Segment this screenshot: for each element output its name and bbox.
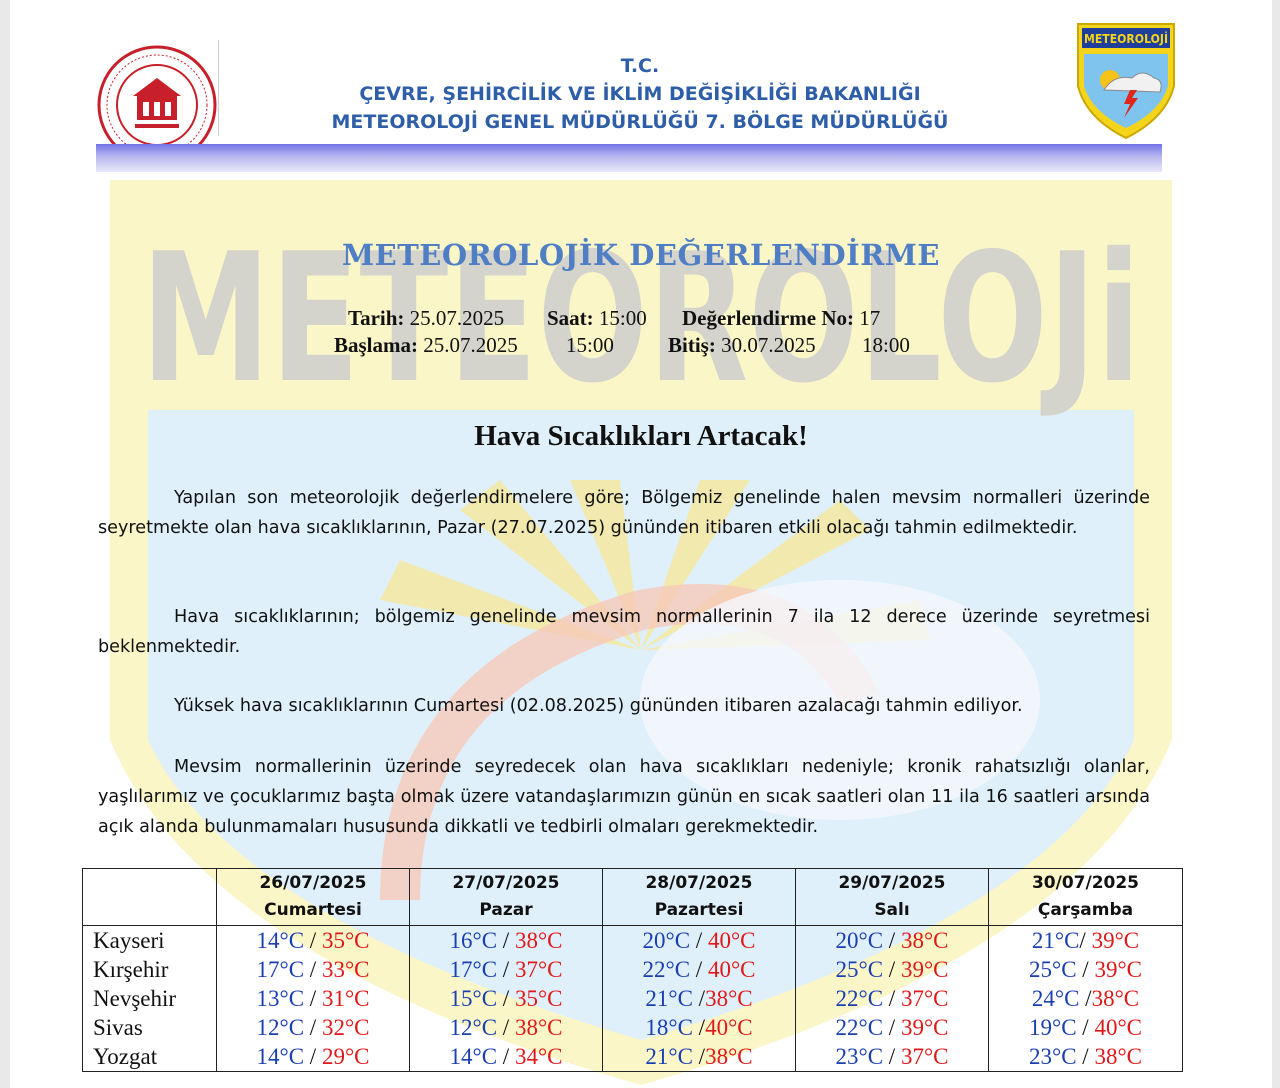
high-temp: 39°C <box>1094 957 1142 982</box>
no-value: 17 <box>859 306 881 330</box>
high-temp: 37°C <box>900 986 949 1011</box>
city-name: Kırşehir <box>83 955 217 984</box>
temperature-cell <box>410 1013 603 1042</box>
day-date: 27/07/2025 <box>452 873 560 893</box>
high-temp: 35°C <box>514 986 563 1011</box>
meta-bitis-time <box>862 333 910 358</box>
paragraph-text: Yapılan son meteorolojik değerlendirmelere göre; Bölgemiz genelinde halen mevsim normalleri üzerinde seyretmekte olan hava sıcaklıklarının, Pazar (27.07.2025) gününden itibaren etkili olacağı tahmin edilmektedir. <box>98 488 1150 538</box>
day-header <box>410 869 603 926</box>
day-name: Çarşamba <box>1037 900 1134 920</box>
day-name: Salı <box>874 900 910 920</box>
day-date: 26/07/2025 <box>259 873 367 893</box>
temp-separator: / <box>497 986 515 1011</box>
temperature-cell <box>796 926 989 956</box>
city-name: Nevşehir <box>83 984 217 1013</box>
high-temp: 38°C <box>514 1015 563 1040</box>
temp-separator: / <box>304 957 322 982</box>
header-directorate: METEOROLOJİ GENEL MÜDÜRLÜĞÜ 7. BÖLGE MÜDÜRLÜĞÜ <box>331 111 949 133</box>
low-temp: 21°C <box>645 1044 693 1069</box>
meta-line-1 <box>348 306 504 331</box>
temperature-cell <box>217 1013 410 1042</box>
low-temp: 22°C <box>835 1015 884 1040</box>
temperature-cell <box>603 926 796 956</box>
header-ministry: ÇEVRE, ŞEHİRCİLİK VE İKLİM DEĞİŞİKLİĞİ BAKANLIĞI <box>359 83 921 105</box>
temperature-cell <box>989 1042 1183 1072</box>
low-temp: 25°C <box>835 957 884 982</box>
low-temp: 13°C <box>256 986 305 1011</box>
temp-separator: / <box>1076 1015 1095 1040</box>
low-temp: 17°C <box>256 957 305 982</box>
high-temp: 31°C <box>321 986 370 1011</box>
table-corner-cell <box>83 869 217 926</box>
meta-bitis <box>668 333 816 358</box>
logo-separator <box>218 40 219 136</box>
high-temp: 37°C <box>900 1044 949 1069</box>
watermark-text: METEOROLOJi <box>141 215 1141 422</box>
no-label: Değerlendirme No: <box>682 306 855 330</box>
low-temp: 14°C <box>256 928 305 953</box>
table-row <box>83 1042 1183 1072</box>
low-temp: 24°C <box>1031 986 1080 1011</box>
high-temp: 29°C <box>321 1044 370 1069</box>
temperature-cell <box>989 984 1183 1013</box>
high-temp: 38°C <box>1091 986 1140 1011</box>
day-name: Cumartesi <box>264 900 362 920</box>
low-temp: 20°C <box>642 928 691 953</box>
temperature-cell <box>796 955 989 984</box>
low-temp: 16°C <box>449 928 498 953</box>
low-temp: 14°C <box>256 1044 305 1069</box>
document-page <box>10 0 1272 1088</box>
high-temp: 40°C <box>705 1015 753 1040</box>
low-temp: 12°C <box>449 1015 498 1040</box>
temperature-cell <box>217 1042 410 1072</box>
temperature-cell <box>410 955 603 984</box>
temp-separator: / <box>1079 986 1092 1011</box>
low-temp: 19°C <box>1029 1015 1077 1040</box>
temp-separator: / <box>692 1044 706 1069</box>
high-temp: 38°C <box>705 1044 753 1069</box>
temp-separator: / <box>883 1015 901 1040</box>
day-date: 29/07/2025 <box>838 873 946 893</box>
baslama-time: 15:00 <box>566 333 614 357</box>
day-name: Pazartesi <box>654 900 744 920</box>
temp-separator: / <box>497 957 515 982</box>
temp-separator: / <box>692 986 706 1011</box>
low-temp: 12°C <box>256 1015 305 1040</box>
low-temp: 20°C <box>835 928 884 953</box>
temperature-cell <box>603 1013 796 1042</box>
temp-separator: / <box>497 928 515 953</box>
header-divider-band <box>96 144 1162 172</box>
table-row <box>83 955 1183 984</box>
paragraph-3 <box>98 691 1150 721</box>
low-temp: 18°C <box>645 1015 693 1040</box>
temp-separator: / <box>692 1015 706 1040</box>
paragraph-text: Hava sıcaklıklarının; bölgemiz genelinde mevsim normallerinin 7 ila 12 derece üzerinde seyretmesi beklenmektedir. <box>98 607 1150 657</box>
low-temp: 23°C <box>1029 1044 1077 1069</box>
high-temp: 38°C <box>900 928 949 953</box>
tarih-value: 25.07.2025 <box>409 306 505 330</box>
day-name: Pazar <box>479 900 533 920</box>
saat-value: 15:00 <box>598 306 647 330</box>
table-row <box>83 1013 1183 1042</box>
high-temp: 33°C <box>321 957 370 982</box>
table-row <box>83 984 1183 1013</box>
temp-separator: / <box>690 957 708 982</box>
temperature-cell <box>989 955 1183 984</box>
day-header <box>603 869 796 926</box>
temp-separator: / <box>304 986 322 1011</box>
temp-separator: / <box>304 1015 322 1040</box>
temp-separator: / <box>1079 928 1092 953</box>
temperature-cell <box>989 926 1183 956</box>
high-temp: 35°C <box>321 928 370 953</box>
temperature-cell <box>989 1013 1183 1042</box>
temp-separator: / <box>497 1044 515 1069</box>
temperature-cell <box>603 955 796 984</box>
low-temp: 23°C <box>835 1044 884 1069</box>
temp-separator: / <box>497 1015 515 1040</box>
temp-separator: / <box>883 986 901 1011</box>
city-name: Kayseri <box>83 926 217 956</box>
meta-baslama <box>334 333 518 358</box>
city-name: Yozgat <box>83 1042 217 1072</box>
day-header <box>217 869 410 926</box>
paragraph-1 <box>98 483 1150 543</box>
day-date: 30/07/2025 <box>1031 873 1140 893</box>
low-temp: 25°C <box>1029 957 1077 982</box>
high-temp: 34°C <box>514 1044 563 1069</box>
paragraph-text: Yüksek hava sıcaklıklarının Cumartesi (02.08.2025) gününden itibaren azalacağı tahmin ediliyor. <box>174 696 1023 716</box>
high-temp: 40°C <box>707 928 756 953</box>
paragraph-text: Mevsim normallerinin üzerinde seyredecek olan hava sıcaklıkları nedeniyle; kronik rahatsızlığı olanlar, yaşlılarımız ve çocuklarımız başta olmak üzere vatandaşlarımızın günün en sıcak saatleri olan 11 ila 16 saatleri arsında açık alanda bulunmamaları hususunda dikkatli ve tedbirli olmaları gerekmektedir. <box>98 757 1150 837</box>
bitis-label: Bitiş: <box>668 333 716 357</box>
saat-label: Saat: <box>547 306 594 330</box>
day-date: 28/07/2025 <box>645 873 753 893</box>
paragraph-2 <box>98 602 1150 662</box>
header-tc: T.C. <box>620 55 660 77</box>
low-temp: 14°C <box>449 1044 498 1069</box>
bitis-time: 18:00 <box>862 333 910 357</box>
tarih-label: Tarih: <box>348 306 405 330</box>
temp-separator: / <box>690 928 708 953</box>
low-temp: 21°C <box>645 986 693 1011</box>
high-temp: 39°C <box>1091 928 1140 953</box>
temperature-table <box>82 868 1183 1072</box>
temperature-cell <box>796 1042 989 1072</box>
day-header <box>989 869 1183 926</box>
low-temp: 17°C <box>449 957 498 982</box>
temperature-cell <box>410 984 603 1013</box>
temperature-cell <box>796 984 989 1013</box>
table-row <box>83 926 1183 956</box>
temperature-cell <box>217 984 410 1013</box>
temperature-cell <box>217 955 410 984</box>
temp-separator: / <box>304 1044 322 1069</box>
high-temp: 38°C <box>514 928 563 953</box>
high-temp: 39°C <box>900 1015 949 1040</box>
baslama-label: Başlama: <box>334 333 418 357</box>
temp-separator: / <box>883 1044 901 1069</box>
temp-separator: / <box>304 928 322 953</box>
bitis-date: 30.07.2025 <box>721 333 816 357</box>
temperature-cell <box>410 1042 603 1072</box>
paragraph-4 <box>98 752 1150 842</box>
low-temp: 22°C <box>835 986 884 1011</box>
table-header-row <box>83 869 1183 926</box>
day-header <box>796 869 989 926</box>
meta-no <box>682 306 880 331</box>
meta-baslama-time <box>566 333 614 358</box>
temperature-cell <box>410 926 603 956</box>
headline: Hava Sıcaklıkları Artacak! <box>474 420 808 452</box>
temp-separator: / <box>883 957 901 982</box>
low-temp: 15°C <box>449 986 498 1011</box>
high-temp: 40°C <box>707 957 756 982</box>
high-temp: 39°C <box>900 957 949 982</box>
shield-logo-text: METEOROLOJİ <box>1084 31 1168 46</box>
temperature-cell <box>796 1013 989 1042</box>
high-temp: 38°C <box>705 986 753 1011</box>
temp-separator: / <box>1076 1044 1095 1069</box>
baslama-date: 25.07.2025 <box>423 333 518 357</box>
temperature-cell <box>603 1042 796 1072</box>
temp-separator: / <box>1076 957 1095 982</box>
meteoroloji-shield-logo <box>1074 22 1178 140</box>
low-temp: 22°C <box>642 957 691 982</box>
city-name: Sivas <box>83 1013 217 1042</box>
high-temp: 32°C <box>321 1015 370 1040</box>
temp-separator: / <box>883 928 901 953</box>
temperature-cell <box>603 984 796 1013</box>
high-temp: 40°C <box>1094 1015 1142 1040</box>
high-temp: 38°C <box>1094 1044 1142 1069</box>
low-temp: 21°C <box>1031 928 1080 953</box>
temperature-cell <box>217 926 410 956</box>
high-temp: 37°C <box>514 957 563 982</box>
document-title: METEOROLOJİK DEĞERLENDİRME <box>342 238 940 272</box>
meta-saat <box>547 306 647 331</box>
